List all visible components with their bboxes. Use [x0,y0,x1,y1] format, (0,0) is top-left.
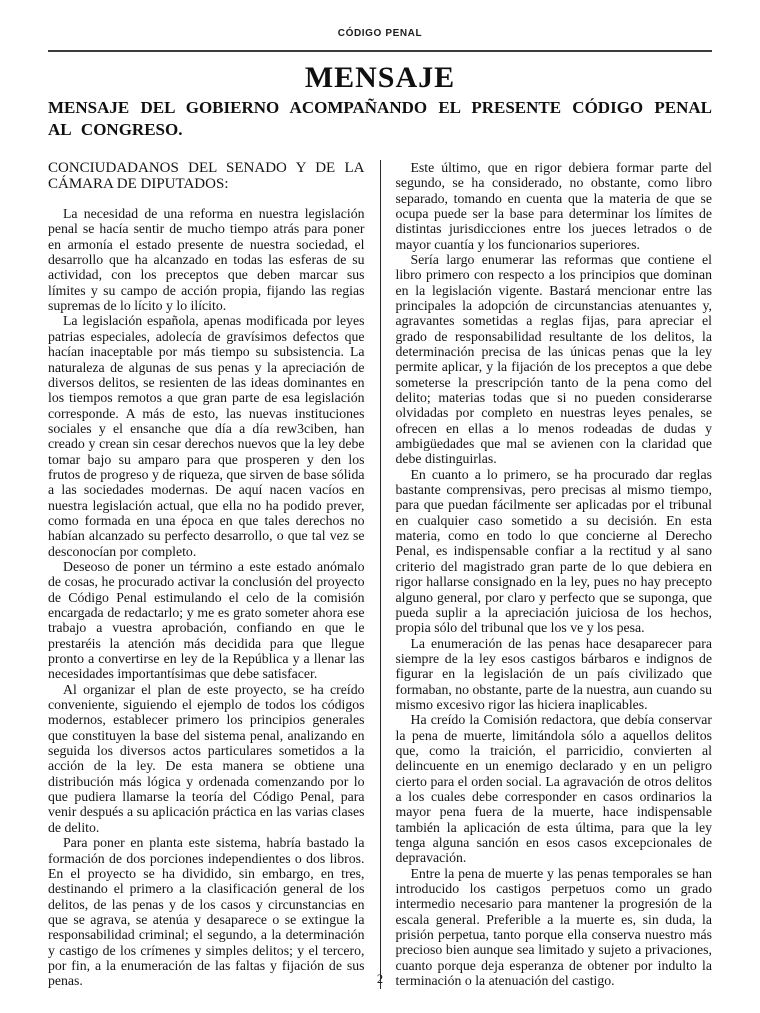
paragraph: La necesidad de una reforma en nuestra legislación penal se hacía sentir de mucho tiempo atrás para poner en armonía el estado presente de nuestra sociedad, el desarrollo que ha alcanzado en todas las esferas de su actividad, con los preceptos que deben marcar sus límites y su campo de acción propia, fijando las regias supremas de lo lícito y lo ilícito. [48,206,365,314]
two-column-body [48,160,712,989]
salutation: CONCIUDADANOS DEL SENADO Y DE LA CÁMARA DE DIPUTADOS: [48,159,365,193]
paragraph: Este último, que en rigor debiera formar parte del segundo, se ha considerado, no obstante, como libro separado, tomando en cuenta que la materia de que se ocupa puede ser la base para determinar los límites de distintas jurisdicciones entre los jueces letrados o de mayor cuantía y los funcionarios superiores. [395,159,712,252]
paragraph: Al organizar el plan de este proyecto, se ha creído conveniente, siguiendo el ejemplo de todos los códigos modernos, establecer primero los principios generales que constituyen la base del sistema penal, analizando en seguida los diversos actos particulares sometidos a la acción de la ley. De esta manera se obtiene una distribución más lógica y ordenada comenzando por lo que pudiera llamarse la teoría del Código Penal, para venir después a su aplicación práctica en las varias clases de delito. [48,681,365,835]
page-title: MENSAJE [304,61,456,94]
paragraph: Deseoso de poner un término a este estado anómalo de cosas, he procurado activar la conclusión del proyecto de Código Penal estimulando el celo de la comisión encargada de redactarlo; y me es grato someter ahora ese trabajo a vuestra aprobación, confiando en que le prestaréis la atención más decidida para que llegue pronto a convertirse en ley de la República y a llenar las necesidades importantísimas que debe satisfacer. [48,558,365,682]
left-column [48,160,365,989]
page-number: 2 [376,972,384,986]
paragraph: La legislación española, apenas modificada por leyes patrias especiales, adolecía de gravísimos defectos que hacían inaceptable por más tiempo su subsistencia. La naturaleza de algunas de sus penas y la apreciación de diversos delitos, se resienten de las ideas dominantes en los tiempos remotos a que gran parte de esa legislación corresponde. A más de esto, las nuevas instituciones sociales y el ensanche que día a día rew3ciben, han creado y crean sin cesar derechos nuevos que la ley debe tomar bajo su amparo para que prosperen y den los frutos de progreso y de riqueza, que sirven de base sólida a las sociedades modernas. De aquí nacen vacíos en nuestra legislación actual, que ella no ha podido prever, como formada en una época en que tales derechos no habían alcanzado su perfecto desarrollo, o que tal vez se desconocían por completo. [48,313,365,559]
document-subtitle: MENSAJE DEL GOBIERNO ACOMPAÑANDO EL PRESENTE CÓDIGO PENAL AL CONGRESO. [48,98,712,140]
paragraph: Ha creído la Comisión redactora, que debía conservar la pena de muerte, limitándola sólo a aquellos delitos que, como la traición, el parricidio, convierten al delincuente en un enemigo declarado y en un peligro cierto para el orden social. La agravación de otros delitos a los cuales debe corresponder en casos ordinarios la mayor pena fuera de la muerte, hace indispensable también la aplicación de esta última, para que la ley tenga alguna sanción en esos casos excepcionales de depravación. [395,712,712,866]
column-divider [380,160,381,989]
header-rule [48,50,712,52]
right-column [396,160,713,989]
paragraph: La enumeración de las penas hace desaparecer para siempre de la ley esos castigos bárbaros e indignos de figurar en la legislación de un país civilizado que formaban, no obstante, parte de la nuestra, aun cuando su mismo excesivo rigor las hiciera inaplicables. [395,635,712,712]
paragraph: Entre la pena de muerte y las penas temporales se han introducido los castigos perpetuos como un grado intermedio necesario para mantener la progresión de la escala general. Preferible a la muerte es, sin duda, la prisión perpetua, tanto porque ella conserva nuestro más precioso bien aunque sea limitado y sujeto a privaciones, cuanto porque deja esperanza de obtener por indulto la terminación o la atenuación del castigo. [395,865,712,989]
running-head: CÓDIGO PENAL [337,28,423,39]
paragraph: En cuanto a lo primero, se ha procurado dar reglas bastante comprensivas, pero precisas al mismo tiempo, para que puedan fácilmente ser aplicadas por el tribunal en cualquier caso sometido a su decisión. En esta materia, como en todo lo que concierne al Derecho Penal, es indispensable confiar a la rectitud y al sano criterio del magistrado gran parte de lo que debiera en rigor hallarse consignado en la ley, pues no hay precepto alguno general, por claro y perfecto que se suponga, que pueda suplir a la apreciación juiciosa de los hechos, propia sólo del tribunal que los ve y los pesa. [395,466,712,636]
paragraph: Sería largo enumerar las reformas que contiene el libro primero con respecto a los principios que dominan en la legislación vigente. Bastará mencionar entre las principales la adopción de circunstancias atenuantes y, agravantes sometidas a reglas fijas, para apreciar el grado de responsabilidad resultante de los delitos, la determinación precisa de las únicas penas que la ley permite aplicar, y la fijación de los preceptos a que debe someterse la prescripción tanto de la pena como del delito; materias todas que si no pueden considerarse olvidadas por completo en nuestras leyes penales, se ofrecen en ellas a lo menos rodeadas de dudas y ambigüedades que mal se avienen con la claridad que debe distinguirlas. [395,251,712,467]
paragraph: Para poner en planta este sistema, habría bastado la formación de dos porciones independientes o dos libros. En el proyecto se ha dividido, sin embargo, en tres, destinando el primero a la clasificación general de los delitos, de las penas y de los casos y circunstancias en que se agrava, se atenúa y desaparece o se extingue la responsabilidad criminal; el segundo, a la determinación y castigo de los crímenes y simples delitos; y el tercero, por fin, a la enumeración de las faltas y fijación de sus penas. [48,835,365,989]
